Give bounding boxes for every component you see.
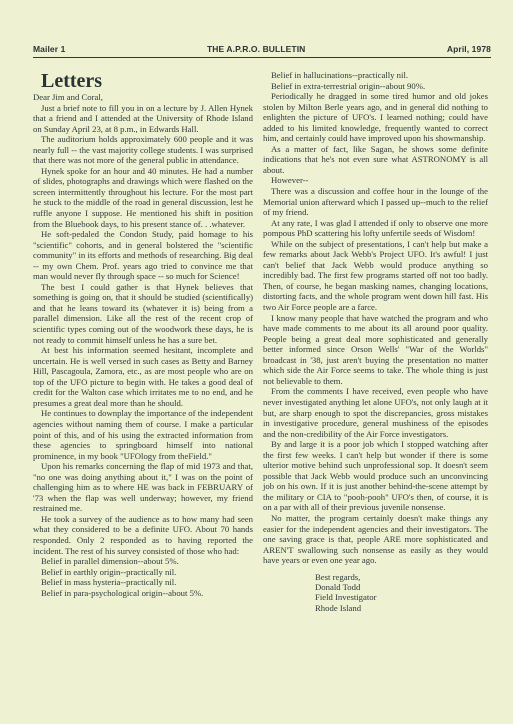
survey-item: Belief in parallel dimension--about 5%.	[41, 556, 179, 567]
right-column	[263, 70, 488, 613]
signoff-closing: Best regards,	[315, 571, 361, 582]
signoff-name: Donald Todd	[315, 582, 361, 592]
body-paragraph: The auditorium holds approximately 600 people and it was nearly full -- the vast majority college students. I was surprised that there was not more of the general public in attendance.	[33, 134, 253, 166]
body-paragraph: Just a brief note to fill you in on a lecture by J. Allen Hynek that a friend and I attended at the University of Rhode Island on Sunday April 23, at 8 p.m., in Edwards Hall.	[33, 102, 253, 134]
body-paragraph: At any rate, I was glad I attended if only to observe one more pompous PhD scattering his lofty unfertile seeds of Wisdom!	[263, 217, 488, 239]
body-paragraph: Belief in hallucinations--practically nil.	[271, 70, 409, 80]
header-date: April, 1978	[446, 44, 491, 54]
left-paragraphs	[33, 103, 253, 557]
header-title: THE A.P.R.O. BULLETIN	[206, 44, 306, 54]
body-paragraph: No matter, the program certainly doesn't make things any easier for the independent agencies and their investigators. The one saving grace is that, people ARE more sophisticated and AREN'T swallowing such nonsense as easily as they would have years or even one year ago.	[263, 512, 488, 566]
salutation: Dear Jim and Coral,	[33, 92, 103, 102]
body-paragraph: By and large it is a poor job which I stopped watching after the first few weeks. I can't help but wonder if there is some ulterior motive behind such unprofessional sop. It doesn't seem possible that Jack Webb would produce such an unconvincing job on his own. If it is just another behind-the-scene attempt by the military or CIA to "pooh-pooh" UFO's then, of course, it is on a par with all of their previous juvenile nonsense.	[263, 439, 488, 513]
body-paragraph: He soft-pedaled the Condon Study, paid homage to his "scientific" cohorts, and in general bolstered the "scientific community" in its efforts and methods of researching. Big deal -- my own Chem. Prof. years ago tried to convince me that man would never fly through space -- so much for Science!	[33, 229, 253, 282]
section-title: Letters	[41, 70, 103, 92]
body-paragraph: As a matter of fact, like Sagan, he shows some definite indications that he's not even sure what ASTRONOMY is all about.	[263, 143, 488, 175]
survey-list	[33, 556, 253, 598]
body-paragraph: There was a discussion and coffee hour in the lounge of the Memorial union afterward which I passed up--much to the relief of my friend.	[263, 186, 488, 218]
body-paragraph: Hynek spoke for an hour and 40 minutes. He had a number of slides, photographs and drawings which were flashed on the screen intermittently throughout his lecture. For the most part he stuck to the middle of the road in general discussion, lest he ruffle anyone I suppose. He mentioned his shift in position from the Bluebook days, to his present stance of. . .whatever.	[33, 165, 253, 229]
body-paragraph: I know many people that have watched the program and who have made comments to me about its all around poor quality. People being a great deal more sophisticated and generally better informed since Orson Wells' "War of the Worlds" broadcast in '38, just aren't buying the presentation no matter which side the Air Force seems to take. The whole thing is just not believable to them.	[263, 312, 488, 386]
right-paragraphs	[263, 70, 488, 566]
body-paragraph: He took a survey of the audience as to how many had seen what they considered to be a definite UFO. About 70 hands responded. Only 2 responded as to having reported the incident. The rest of his survey consisted of those who had:	[33, 513, 253, 556]
header-left: Mailer 1	[33, 44, 66, 54]
signoff	[263, 572, 488, 613]
left-column	[33, 70, 253, 598]
header-rule	[33, 57, 491, 58]
body-paragraph: Periodically he dragged in some tired humor and old jokes stolen by Milton Berle years ago, and in general did nothing to enlighten the picture of UFO's. I learned nothing; could have added to his limited knowledge, frequently wanted to correct him, and certainly could have improved upon his showmanship.	[263, 91, 488, 144]
signoff-place: Rhode Island	[315, 602, 362, 613]
body-paragraph: Belief in extra-terrestrial origin--about 90%.	[271, 80, 426, 91]
body-paragraph: The best I could gather is that Hynek believes that something is going on, that it should be studied (scientifically) and that he leans toward its (whatever it is) being from a parallel dimension. Like all the rest of the recent crop of scientific types coming out of the woodwork these days, he is not ready to commit himself unless he has a sure bet.	[33, 281, 253, 345]
signoff-role: Field Investigator	[315, 592, 377, 603]
body-paragraph: He continues to downplay the importance of the independent agencies without naming them of course. I make a particular point of this, and of his using the extracted information from these agencies to springboard himself into national prominence, in my book "UFOlogy from theField."	[33, 408, 253, 461]
survey-item: Belief in mass hysteria--practically nil.	[41, 577, 177, 588]
page-header	[33, 44, 491, 54]
body-paragraph: At best his information seemed hesitant, incomplete and uncertain. He is well versed in such cases as Betty and Barney Hill, Pascagoula, Zamora, etc., as are most people who are on top of the UFO picture to begin with. He takes a good deal of credit for the Walton case which irritates me to no end, and he presumes a great deal more than he should.	[33, 345, 253, 408]
survey-item: Belief in para-psychological origin--about 5%.	[41, 587, 204, 598]
survey-item: Belief in earthly origin--practically nil.	[41, 566, 177, 577]
body-paragraph: From the comments I have received, even people who have never investigated anything let alone UFO's, not only laugh at it but, are sharp enough to spot the discrepancies, gross mistakes in investigative procedure, general mushiness of the episodes and the non-credibility of the Air Force investigators.	[263, 386, 488, 439]
body-paragraph: While on the subject of presentations, I can't help but make a few remarks about Jack Webb's Project UFO. It's awful! I just can't belief that Jack Webb would produce anything so incredibly bad. The first few programs started off not too badly. Then, of course, he began masking names, changing locations, distorting facts, and the whole program went down hill fast. His two Air Force people are a farce.	[263, 238, 488, 313]
body-paragraph: However--	[271, 175, 309, 186]
body-paragraph: Upon his remarks concerning the flap of mid 1973 and that, "no one was doing anything about it," I was on the point of challenging him as to where HE was back in FEBRUARY of '73 when the flap was well underway; however, my friend restrained me.	[33, 461, 253, 514]
